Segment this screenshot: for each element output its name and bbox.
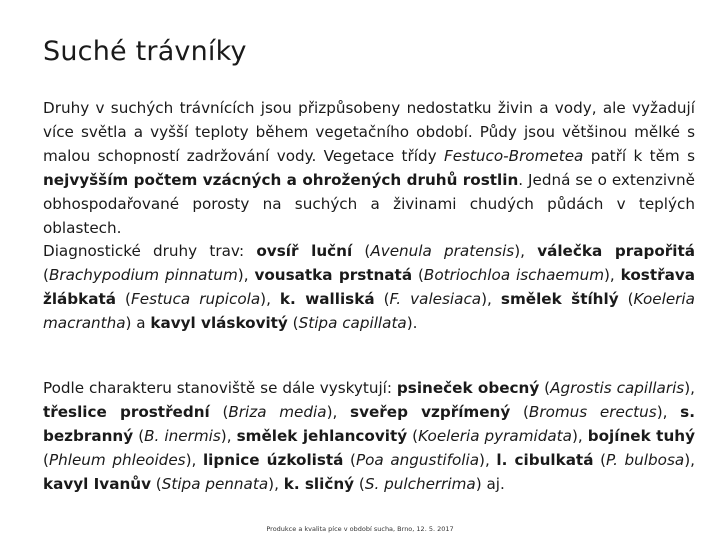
- text-run: ),: [684, 379, 695, 397]
- text-run: ),: [260, 290, 280, 308]
- paragraph-habitat-species: [43, 376, 695, 496]
- bold-term: l. cibulkatá: [496, 451, 594, 469]
- text-run: ),: [604, 266, 621, 284]
- text-run: ).: [406, 314, 418, 332]
- text-run: (: [209, 403, 229, 421]
- paragraph-intro: [43, 96, 695, 240]
- bold-term: kavyl Ivanův: [43, 475, 151, 493]
- slide-footer: Produkce a kvalita píce v období sucha, Brno, 12. 5. 2017: [266, 525, 454, 533]
- text-run: (: [354, 475, 365, 493]
- text-run: ),: [326, 403, 351, 421]
- latin-name: F. valesiaca: [389, 290, 482, 308]
- text-run: (: [287, 314, 299, 332]
- bold-term: s. bezbranný: [43, 403, 695, 445]
- latin-name: Festuca rupicola: [130, 290, 261, 308]
- bold-term: bojínek tuhý: [587, 427, 695, 445]
- text-run: (: [407, 427, 419, 445]
- text-run: (: [412, 266, 424, 284]
- text-run: (: [510, 403, 529, 421]
- text-run: ),: [268, 475, 284, 493]
- slide-title: Suché trávníky: [43, 36, 247, 67]
- bold-term: nejvyšším počtem vzácných a ohrožených druhů rostlin: [43, 171, 519, 189]
- bold-term: psineček obecný: [396, 379, 540, 397]
- latin-name: Poa angustifolia: [355, 451, 480, 469]
- text-run: . Jedná se o extenzivně obhospodařované porosty na suchých a živinami chudých půdách v teplých oblastech.: [43, 171, 695, 237]
- text-run: (: [43, 451, 49, 469]
- text-run: (: [133, 427, 145, 445]
- text-run: ),: [656, 403, 681, 421]
- text-run: Podle charakteru stanoviště se dále vyskytují:: [43, 379, 397, 397]
- bold-term: třeslice prostřední: [43, 403, 210, 421]
- latin-name: Koeleria pyramidata: [418, 427, 572, 445]
- bold-term: ovsíř luční: [256, 242, 353, 260]
- text-run: (: [618, 290, 634, 308]
- latin-name: Briza media: [228, 403, 327, 421]
- latin-name: Brachypodium pinnatum: [48, 266, 238, 284]
- text-run: Druhy v suchých trávnících jsou přizpůsobeny nedostatku živin a vody, ale vyžadují více světla a vyšší teploty během vegetačního období. Půdy jsou většinou mělké s malou schopností zadržování vody. Vegetace třídy: [43, 99, 695, 165]
- text-run: ),: [514, 242, 538, 260]
- bold-term: k. walliská: [279, 290, 375, 308]
- text-run: ),: [479, 451, 497, 469]
- text-run: (: [352, 242, 371, 260]
- text-run: ),: [185, 451, 203, 469]
- bold-term: smělek jehlancovitý: [236, 427, 408, 445]
- text-run: (: [593, 451, 607, 469]
- bold-term: kostřava žlábkatá: [43, 266, 695, 308]
- text-run: ),: [237, 266, 255, 284]
- text-run: ) a: [125, 314, 151, 332]
- latin-name: Festuco-Brometea: [443, 147, 584, 165]
- bold-term: lipnice úzkolistá: [202, 451, 344, 469]
- latin-name: Koeleria macrantha: [43, 290, 695, 332]
- latin-name: Agrostis capillaris: [550, 379, 685, 397]
- text-run: ),: [571, 427, 588, 445]
- latin-name: Stipa capillata: [298, 314, 407, 332]
- latin-name: S. pulcherrima: [364, 475, 476, 493]
- bold-term: vousatka prstnatá: [254, 266, 413, 284]
- text-run: (: [539, 379, 551, 397]
- latin-name: Avenula pratensis: [370, 242, 515, 260]
- bold-term: kavyl vláskovitý: [150, 314, 288, 332]
- latin-name: Bromus erectus: [528, 403, 657, 421]
- latin-name: Phleum phleoides: [48, 451, 186, 469]
- bold-term: k. sličný: [283, 475, 355, 493]
- text-run: ) aj.: [475, 475, 505, 493]
- latin-name: B. inermis: [144, 427, 221, 445]
- paragraph-diagnostic-species: [43, 239, 695, 335]
- latin-name: P. bulbosa: [606, 451, 685, 469]
- bold-term: smělek štíhlý: [500, 290, 619, 308]
- bold-term: válečka prapořitá: [537, 242, 696, 260]
- text-run: (: [150, 475, 162, 493]
- text-run: Diagnostické druhy trav:: [43, 242, 257, 260]
- text-run: (: [43, 266, 49, 284]
- text-run: patří k těm s: [583, 147, 695, 165]
- text-run: ),: [481, 290, 501, 308]
- text-run: ),: [684, 451, 695, 469]
- text-run: (: [374, 290, 390, 308]
- latin-name: Stipa pennata: [161, 475, 269, 493]
- latin-name: Botriochloa ischaemum: [423, 266, 604, 284]
- text-run: (: [116, 290, 131, 308]
- bold-term: sveřep vzpřímený: [350, 403, 511, 421]
- text-run: ),: [220, 427, 237, 445]
- text-run: (: [343, 451, 356, 469]
